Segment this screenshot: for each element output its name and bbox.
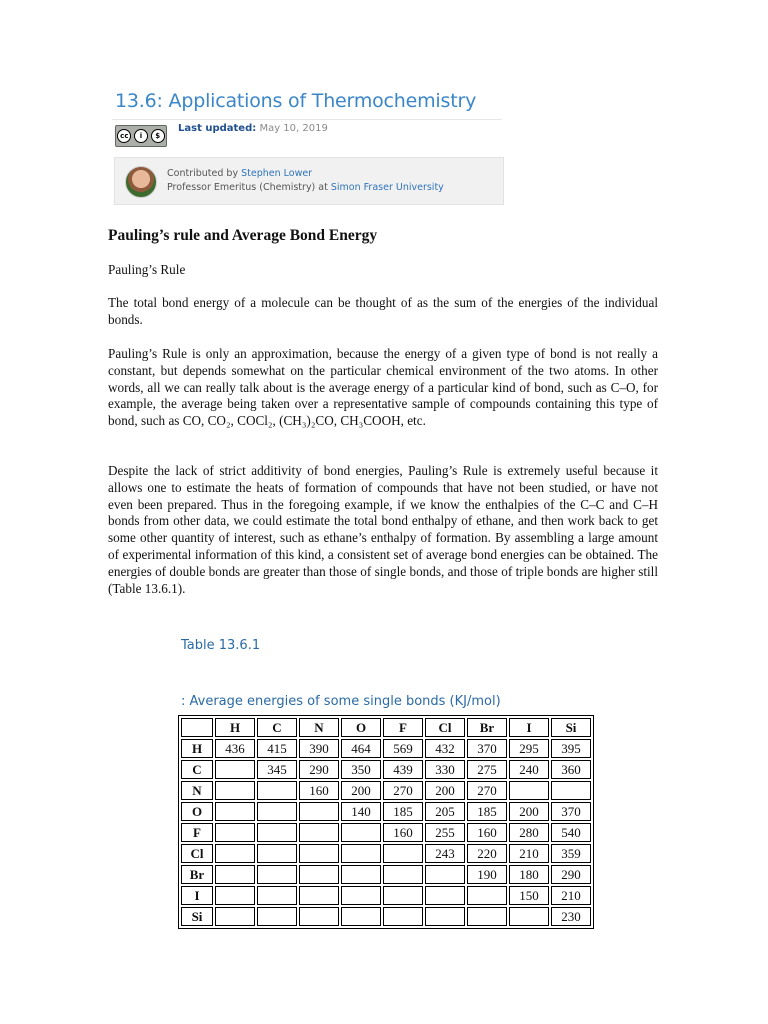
table-label: Table 13.6.1 (181, 638, 261, 653)
table-cell (509, 907, 549, 926)
row-header: N (181, 781, 213, 800)
col-header: C (257, 718, 297, 737)
subheading: Pauling’s Rule (108, 262, 186, 277)
table-cell: 275 (467, 760, 507, 779)
table-cell: 350 (341, 760, 381, 779)
table-cell (299, 823, 339, 842)
table-cell (215, 886, 255, 905)
table-cell: 200 (341, 781, 381, 800)
table-cell: 190 (467, 865, 507, 884)
updated-date: May 10, 2019 (259, 123, 328, 134)
row-header: O (181, 802, 213, 821)
table-cell (257, 886, 297, 905)
table-row (181, 802, 591, 821)
table-cell: 150 (509, 886, 549, 905)
table-cell: 210 (551, 886, 591, 905)
col-header: N (299, 718, 339, 737)
table-cell: 160 (467, 823, 507, 842)
table-cell (425, 907, 465, 926)
table-cell: 290 (299, 760, 339, 779)
table-cell: 205 (425, 802, 465, 821)
contrib-prefix: Contributed by (167, 168, 239, 179)
table-cell: 185 (383, 802, 423, 821)
table-row (181, 781, 591, 800)
table-cell: 290 (551, 865, 591, 884)
table-cell (257, 844, 297, 863)
nc-glyph: $ (151, 129, 165, 143)
table-cell (383, 886, 423, 905)
table-header-row (181, 718, 591, 737)
table-cell: 330 (425, 760, 465, 779)
table-row (181, 865, 591, 884)
table-cell: 160 (299, 781, 339, 800)
table-cell: 436 (215, 739, 255, 758)
table-cell (257, 802, 297, 821)
table-cell: 464 (341, 739, 381, 758)
table-cell: 240 (509, 760, 549, 779)
table-cell: 370 (551, 802, 591, 821)
updated-label: Last updated: (178, 123, 257, 134)
table-row (181, 907, 591, 926)
table-cell: 200 (509, 802, 549, 821)
avatar (125, 166, 157, 198)
row-header: Si (181, 907, 213, 926)
table-cell (299, 844, 339, 863)
table-cell (299, 865, 339, 884)
table-cell (551, 781, 591, 800)
table-cell: 540 (551, 823, 591, 842)
table-row (181, 844, 591, 863)
table-cell (299, 802, 339, 821)
table-cell (215, 781, 255, 800)
table-cell (257, 865, 297, 884)
cc-glyph: cc (117, 129, 131, 143)
table-row (181, 760, 591, 779)
table-cell (383, 865, 423, 884)
col-header: O (341, 718, 381, 737)
row-header: Cl (181, 844, 213, 863)
col-header: Cl (425, 718, 465, 737)
table-cell: 360 (551, 760, 591, 779)
table-cell (215, 844, 255, 863)
contributor-link[interactable]: Stephen Lower (241, 168, 313, 179)
row-header: Br (181, 865, 213, 884)
table-cell: 569 (383, 739, 423, 758)
table-cell: 200 (425, 781, 465, 800)
table-cell (215, 760, 255, 779)
table-cell: 180 (509, 865, 549, 884)
row-header: F (181, 823, 213, 842)
table-cell: 345 (257, 760, 297, 779)
col-header: H (215, 718, 255, 737)
table-cell: 439 (383, 760, 423, 779)
table-cell: 432 (425, 739, 465, 758)
paragraph-1: The total bond energy of a molecule can be thought of as the sum of the energies of the individual bonds. (108, 295, 658, 327)
table-cell (257, 907, 297, 926)
table-cell: 243 (425, 844, 465, 863)
table-row (181, 886, 591, 905)
table-cell (215, 865, 255, 884)
table-cell: 415 (257, 739, 297, 758)
table-cell (341, 844, 381, 863)
table-cell (425, 865, 465, 884)
table-caption: : Average energies of some single bonds (KJ/mol) (181, 694, 501, 709)
table-cell: 295 (509, 739, 549, 758)
col-header: I (509, 718, 549, 737)
table-cell (425, 886, 465, 905)
cc-license-icon[interactable] (115, 125, 167, 147)
by-glyph: i (134, 129, 148, 143)
table-cell (215, 823, 255, 842)
table-cell (383, 844, 423, 863)
table-cell: 210 (509, 844, 549, 863)
col-header: F (383, 718, 423, 737)
table-cell (467, 886, 507, 905)
title-divider (112, 119, 502, 120)
table-cell: 395 (551, 739, 591, 758)
table-cell: 280 (509, 823, 549, 842)
table-cell (215, 802, 255, 821)
table-cell: 270 (383, 781, 423, 800)
bond-energy-table (178, 715, 594, 929)
institution-link[interactable]: Simon Fraser University (330, 182, 444, 193)
table-cell (341, 907, 381, 926)
table-cell (383, 907, 423, 926)
row-header: H (181, 739, 213, 758)
table-cell (215, 907, 255, 926)
table-cell: 220 (467, 844, 507, 863)
table-cell (257, 781, 297, 800)
contributor-card (114, 157, 504, 205)
col-header: Si (551, 718, 591, 737)
table-cell: 390 (299, 739, 339, 758)
table-cell (341, 823, 381, 842)
table-cell (299, 907, 339, 926)
contributor-role-line (167, 182, 444, 193)
table-cell: 140 (341, 802, 381, 821)
col-header: Br (467, 718, 507, 737)
table-cell (299, 886, 339, 905)
contrib-role: Professor Emeritus (Chemistry) at (167, 182, 328, 193)
page-title: 13.6: Applications of Thermochemistry (115, 90, 477, 112)
paragraph-2: Pauling’s Rule is only an approximation, because the energy of a given type of bond is not really a constant, but depends somewhat on the particular chemical environment of the two atoms. In other words, all we can really talk about is the average energy of a particular kind of bond, such as C–O, for example, the average being taken over a representative sample of compounds containing this type of bond, such as CO, CO₂, COCl₂, (CH₃)₂CO, CH₃COOH, etc. (108, 346, 658, 429)
table-cell (257, 823, 297, 842)
table-cell: 230 (551, 907, 591, 926)
table-row (181, 823, 591, 842)
table-cell (341, 865, 381, 884)
paragraph-3: Despite the lack of strict additivity of bond energies, Pauling’s Rule is extremely useful because it allows one to estimate the heats of formation of compounds that have not been studied, or have not even been prepared. Thus in the foregoing example, if we know the enthalpies of the C–C and C–H bonds from other data, we could estimate the total bond enthalpy of ethane, and then work back to get some other quantity of interest, such as ethane’s enthalpy of formation. By assembling a large amount of experimental information of this kind, a consistent set of average bond energies can be obtained. The energies of double bonds are greater than those of single bonds, and those of triple bonds are higher still (Table 13.6.1). (108, 463, 658, 596)
section-heading: Pauling’s rule and Average Bond Energy (108, 227, 378, 244)
table-cell (509, 781, 549, 800)
table-cell: 370 (467, 739, 507, 758)
table-cell: 270 (467, 781, 507, 800)
table-cell: 359 (551, 844, 591, 863)
last-updated (178, 123, 328, 134)
table-cell: 185 (467, 802, 507, 821)
corner-cell (181, 718, 213, 737)
table-row (181, 739, 591, 758)
table-cell (341, 886, 381, 905)
row-header: C (181, 760, 213, 779)
contributed-by-line (167, 168, 312, 179)
row-header: I (181, 886, 213, 905)
table-cell: 255 (425, 823, 465, 842)
table-cell (467, 907, 507, 926)
table-cell: 160 (383, 823, 423, 842)
